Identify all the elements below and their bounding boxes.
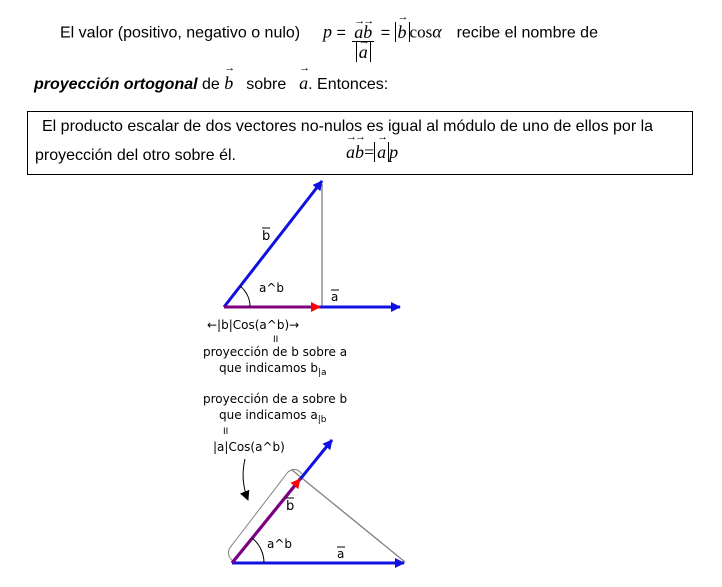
label-b: b [262, 229, 271, 244]
alpha-symbol: α [432, 21, 442, 42]
vec-a: → a [299, 73, 308, 94]
diagram-2 [203, 392, 405, 563]
formula-2: |a|Cos(a^b) [213, 440, 285, 454]
angle-arc [240, 286, 250, 307]
intro-lead: El valor (positivo, negativo o nulo) [60, 24, 301, 42]
vec-b: → b [224, 73, 233, 94]
proy-line-1: proyección de b sobre a [203, 345, 348, 359]
indicamos-line-2: que indicamos $a_{|b}$ [219, 408, 327, 425]
frac-num-a: → a [354, 23, 363, 41]
eq-marks-1: II [273, 335, 279, 345]
perpendicular-line-2 [292, 470, 405, 562]
eq-b: → b [355, 142, 364, 163]
formula-eq-2: = [380, 24, 391, 42]
frac-den-a: → a [359, 42, 368, 62]
pointer-arrow [243, 459, 248, 500]
word-sobre: sobre [246, 76, 287, 93]
formula-eq: = [336, 24, 346, 42]
theorem-text-2: proyección del otro sobre él. [35, 147, 236, 164]
eq-abs-a: → a [377, 142, 386, 163]
formula-p: p [323, 21, 333, 42]
label-a-2: a [337, 547, 345, 561]
caption-proj: ←|b|Cos(a^b)→ [207, 318, 300, 332]
term-projection: proyección ortogonal [34, 76, 198, 93]
intro-tail: recibe el nombre de [456, 24, 598, 42]
indicamos-line-1: que indicamos $b_{|a}$ [219, 361, 327, 378]
eq-equals: = [364, 142, 375, 162]
label-angle-2: a^b [267, 537, 293, 551]
word-de: de [202, 76, 220, 93]
frac-num-b: → b [363, 23, 372, 41]
diagram-1 [203, 181, 400, 378]
eq-marks-2: II [223, 427, 229, 437]
cos-text: cos [409, 22, 433, 42]
eq-p: p [389, 142, 399, 162]
theorem-text-1: El producto escalar de dos vectores no-nulos es igual al módulo de uno de ellos por la [42, 118, 654, 135]
proy-line-2: proyección de a sobre b [203, 392, 348, 406]
eq-a: → a [346, 142, 355, 163]
label-a: a [331, 290, 339, 304]
label-b-2: b [286, 499, 295, 514]
angle-arc-2 [252, 538, 264, 563]
abs-b: → b [398, 22, 407, 43]
definition-rest: . Entonces: [308, 76, 389, 93]
label-angle: a^b [259, 281, 285, 295]
